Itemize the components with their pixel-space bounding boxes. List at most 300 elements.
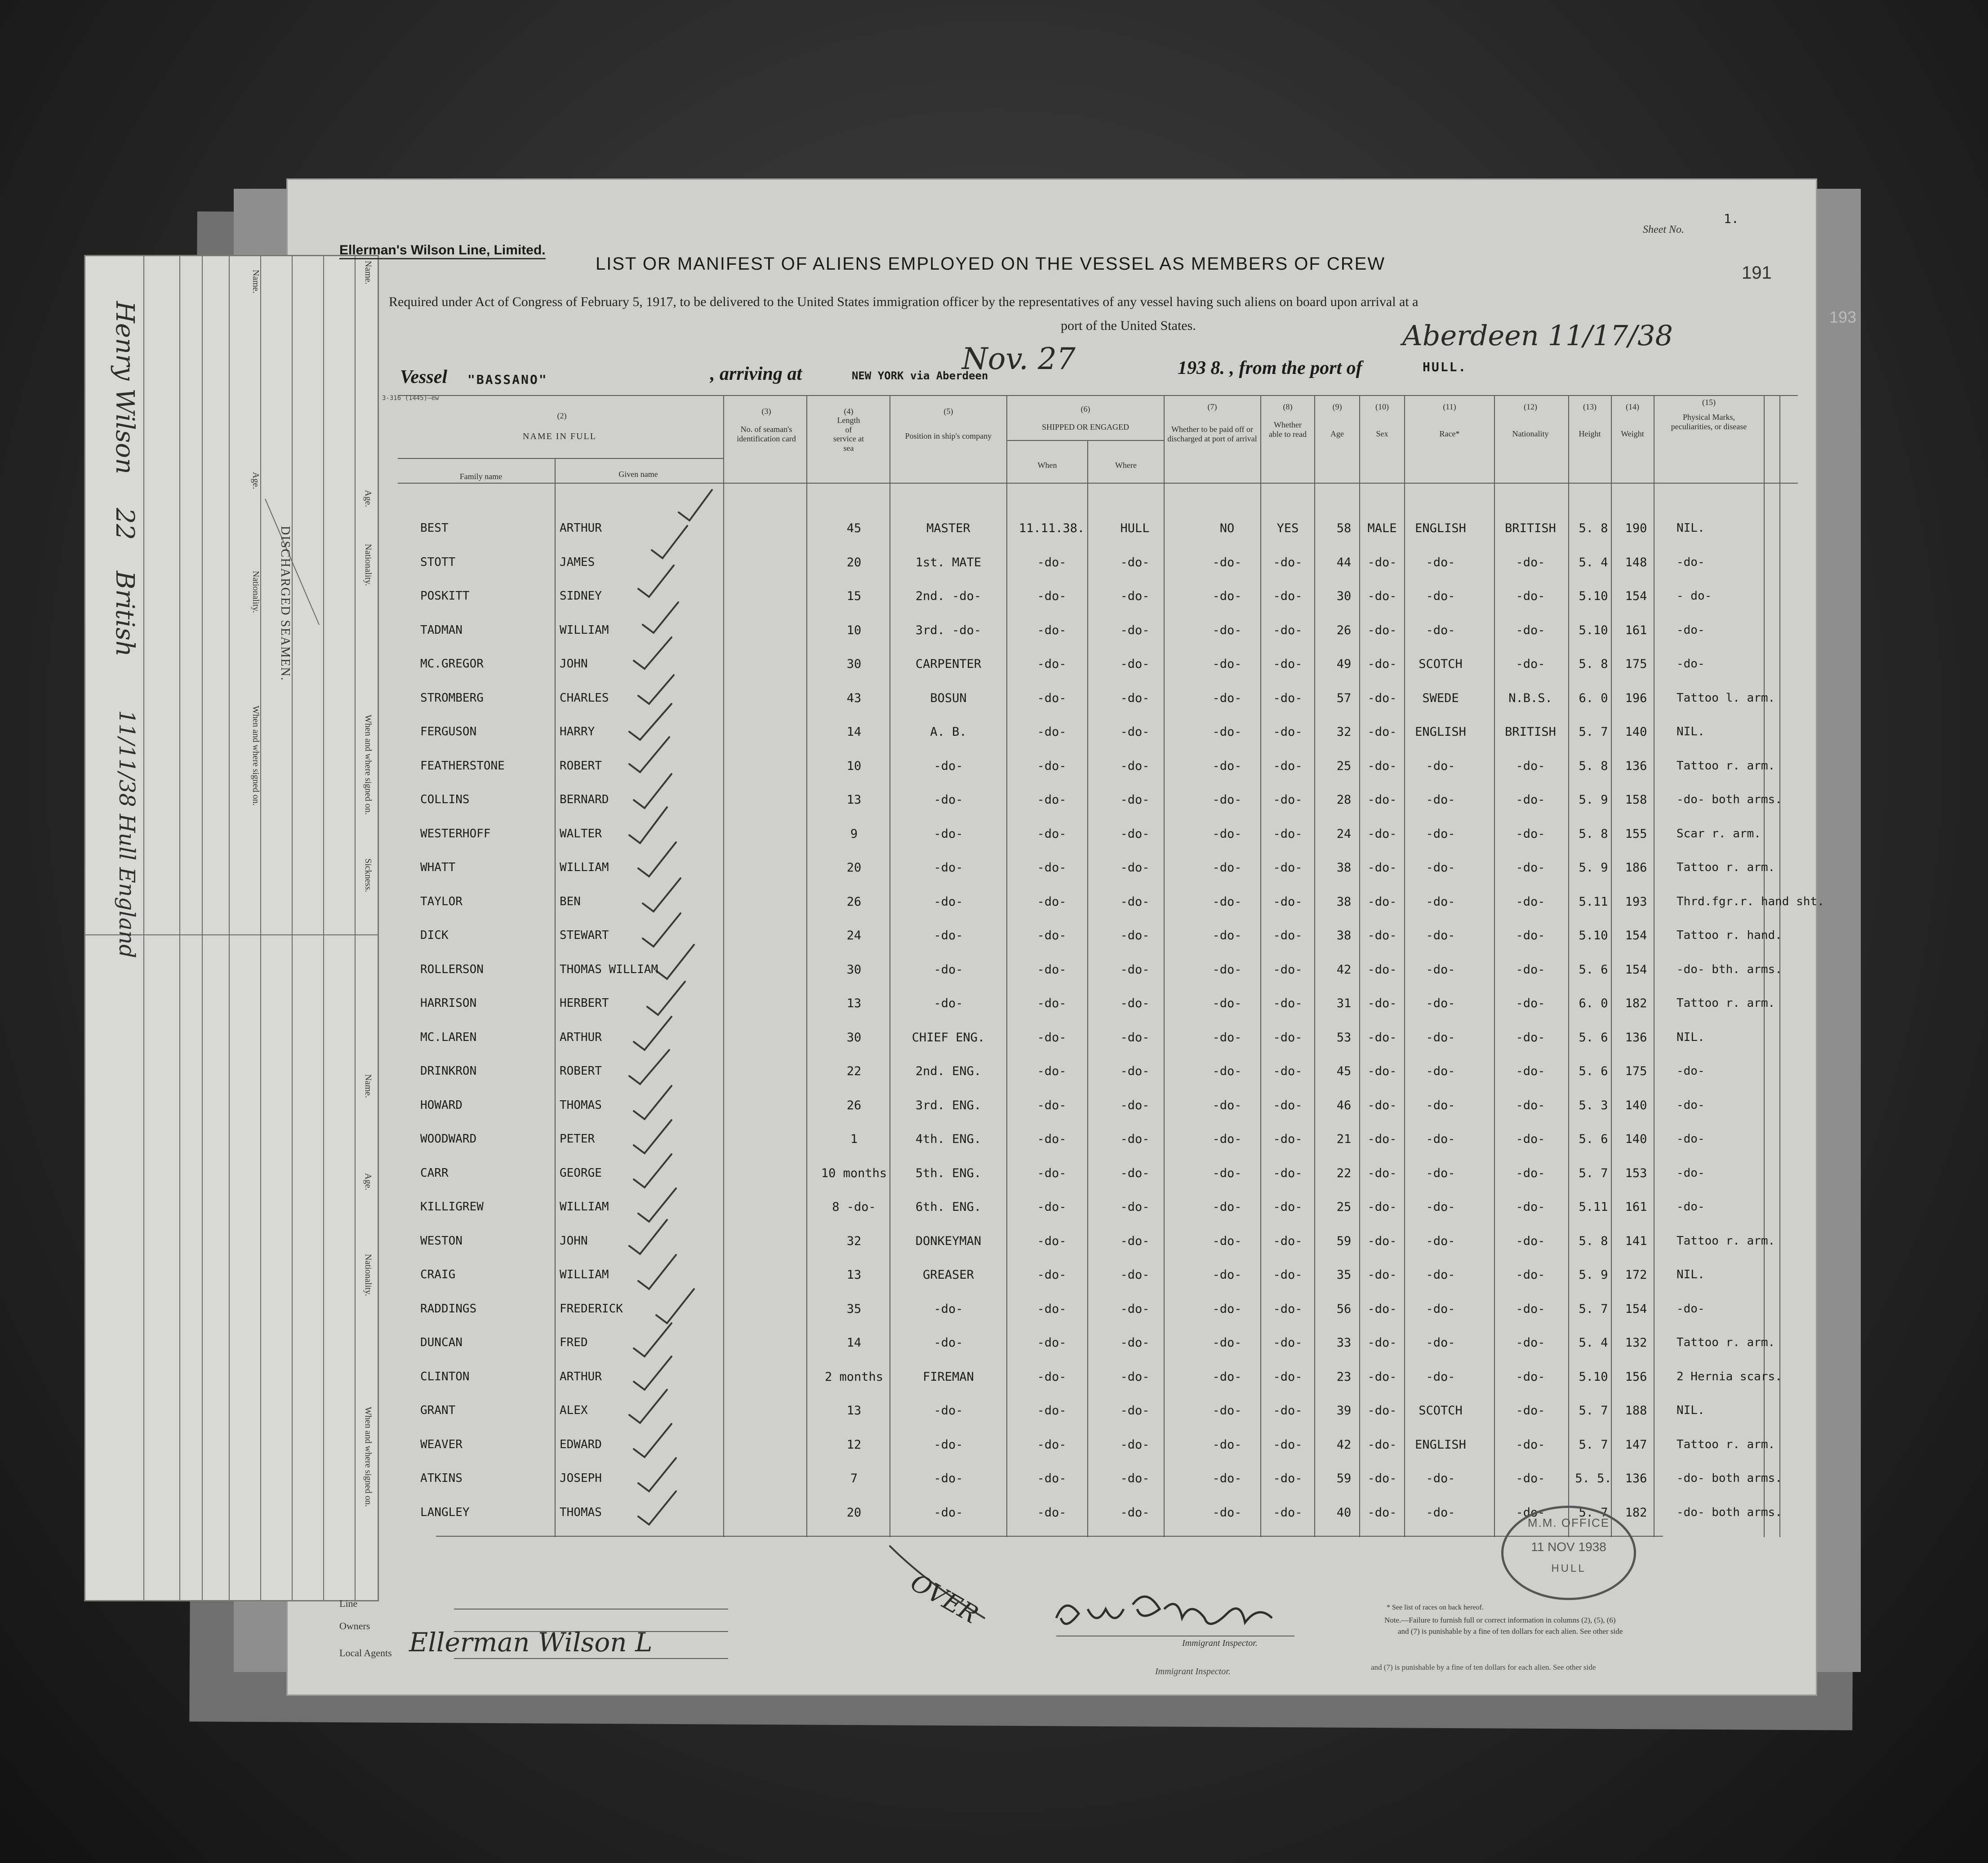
age-cell: 58 [1336, 521, 1352, 535]
strip-label-sickness: Sickness. [363, 858, 373, 892]
position-cell: 5th. ENG. [915, 1166, 982, 1180]
sex-cell: -do- [1367, 1370, 1397, 1384]
position-cell: -do- [934, 1472, 963, 1485]
height-cell: 5. 6 [1579, 1064, 1608, 1078]
height-cell: 5. 4 [1579, 1336, 1608, 1350]
weight-cell: 136 [1625, 759, 1647, 773]
shipped-when-cell: -do- [1037, 725, 1067, 739]
shipped-where-cell: -do- [1120, 1234, 1150, 1248]
nationality-cell: -do- [1516, 1302, 1545, 1316]
race-cell: -do- [1426, 1370, 1455, 1384]
shipped-where-cell: -do- [1120, 1166, 1150, 1180]
service-cell: 9 [850, 827, 858, 841]
weight-cell: 175 [1625, 1064, 1647, 1078]
paid-off-cell: -do- [1212, 963, 1242, 977]
col-15-label: Physical Marks, peculiarities, or disease [1671, 413, 1747, 431]
col-4-label: Length of service at sea [833, 416, 864, 453]
paid-off-cell: -do- [1212, 725, 1242, 739]
paid-off-cell: -do- [1212, 1166, 1242, 1180]
family-name-cell: STROMBERG [420, 691, 484, 705]
given-name-cell: ARTHUR [560, 521, 602, 535]
service-cell: 13 [846, 793, 862, 807]
physical-marks-cell: NIL. [1677, 725, 1705, 738]
weight-cell: 132 [1625, 1336, 1647, 1350]
physical-marks-cell: Tattoo r. arm. [1677, 1438, 1775, 1451]
service-cell: 43 [846, 691, 862, 705]
strip-label-name: Name. [363, 1074, 373, 1098]
shipped-when-cell: -do- [1037, 589, 1067, 603]
height-cell: 5. 7 [1579, 1166, 1608, 1180]
col-6-where: Where [1115, 461, 1137, 470]
page-number: 191 [1742, 263, 1772, 283]
nationality-cell: -do- [1516, 623, 1545, 637]
family-name-cell: CARR [420, 1166, 449, 1180]
position-cell: 2nd. ENG. [915, 1064, 982, 1078]
nationality-cell: -do- [1516, 1438, 1545, 1452]
nationality-cell: -do- [1516, 1404, 1545, 1418]
nationality-cell: -do- [1516, 861, 1545, 875]
weight-cell: 147 [1625, 1438, 1647, 1452]
weight-cell: 186 [1625, 861, 1647, 875]
service-cell: 26 [846, 895, 862, 909]
col-3-number: (3) [761, 407, 771, 416]
strip-label-name: Name. [363, 261, 373, 285]
col-9-number: (9) [1332, 402, 1342, 411]
family-name-cell: CRAIG [420, 1268, 456, 1281]
given-name-cell: JOHN [560, 1234, 588, 1248]
age-cell: 45 [1336, 1064, 1352, 1078]
paid-off-cell: -do- [1212, 793, 1242, 807]
sex-cell: -do- [1367, 589, 1397, 603]
able-to-read-cell: -do- [1273, 1302, 1303, 1316]
family-name-cell: WOODWARD [420, 1132, 477, 1146]
weight-cell: 154 [1625, 1302, 1647, 1316]
position-cell: -do- [934, 996, 963, 1010]
height-cell: 5. 8 [1579, 827, 1608, 841]
stamp-date: 11 NOV 1938 [1531, 1540, 1606, 1554]
age-cell: 23 [1336, 1370, 1352, 1384]
inspector-label: Immigrant Inspector. [1182, 1638, 1258, 1648]
able-to-read-cell: -do- [1273, 556, 1303, 569]
manifest-subtitle-line1: Required under Act of Congress of February 5, 1917, to be delivered to the United States immigration officer by the representatives of any vessel having such aliens on board upon arrival at a [389, 294, 1419, 309]
col-12-number: (12) [1524, 402, 1537, 411]
able-to-read-cell: -do- [1273, 895, 1303, 909]
shipped-when-cell: -do- [1037, 1031, 1067, 1045]
strip-hand-age: 22 [110, 508, 139, 540]
race-cell: -do- [1426, 1200, 1455, 1214]
paid-off-cell: -do- [1212, 929, 1242, 943]
shipped-where-cell: -do- [1120, 556, 1150, 569]
shipped-when-cell: -do- [1037, 1404, 1067, 1418]
race-cell: -do- [1426, 556, 1455, 569]
shipped-where-cell: -do- [1120, 895, 1150, 909]
given-name-cell: EDWARD [560, 1438, 602, 1451]
sex-cell: -do- [1367, 759, 1397, 773]
position-cell: -do- [934, 793, 963, 807]
paid-off-cell: -do- [1212, 1200, 1242, 1214]
position-cell: 1st. MATE [915, 556, 982, 569]
physical-marks-cell: - do- [1677, 589, 1712, 603]
stamp-top: M.M. OFFICE [1527, 1516, 1610, 1530]
paid-off-cell: -do- [1212, 996, 1242, 1010]
physical-marks-cell: -do- [1677, 556, 1705, 569]
race-cell: -do- [1426, 861, 1455, 875]
family-name-cell: FEATHERSTONE [420, 759, 505, 773]
service-cell: 30 [846, 657, 862, 671]
stamp-bottom: HULL [1551, 1562, 1586, 1574]
able-to-read-cell: -do- [1273, 759, 1303, 773]
given-name-cell: SIDNEY [560, 589, 602, 603]
footer-line-label: Line [339, 1598, 358, 1609]
able-to-read-cell: -do- [1273, 589, 1303, 603]
position-cell: -do- [934, 929, 963, 943]
weight-cell: 140 [1625, 1098, 1647, 1112]
strip-label-when-where: When and where signed on. [363, 1407, 373, 1507]
paid-off-cell: -do- [1212, 1404, 1242, 1418]
age-cell: 24 [1336, 827, 1352, 841]
family-name-cell: TADMAN [420, 623, 463, 637]
position-cell: -do- [934, 1506, 963, 1520]
age-cell: 38 [1336, 861, 1352, 875]
race-cell: -do- [1426, 996, 1455, 1010]
paid-off-cell: -do- [1212, 1438, 1242, 1452]
shipped-where-cell: -do- [1120, 1268, 1150, 1282]
given-name-cell: WILLIAM [560, 1200, 609, 1214]
position-cell: 3rd. ENG. [915, 1098, 982, 1112]
nationality-cell: -do- [1516, 793, 1545, 807]
able-to-read-cell: -do- [1273, 1200, 1303, 1214]
service-cell: 22 [846, 1064, 862, 1078]
paid-off-cell: -do- [1212, 1064, 1242, 1078]
nationality-cell: -do- [1516, 1506, 1545, 1520]
weight-cell: 182 [1625, 1506, 1647, 1520]
race-cell: -do- [1426, 963, 1455, 977]
age-cell: 53 [1336, 1031, 1352, 1045]
shipped-where-cell: -do- [1120, 1302, 1150, 1316]
inspector-signature [1052, 1591, 1303, 1632]
family-name-cell: WEAVER [420, 1438, 463, 1451]
physical-marks-cell: Tattoo r. arm. [1677, 1336, 1775, 1349]
paid-off-cell: -do- [1212, 1336, 1242, 1350]
service-cell: 10 [846, 759, 862, 773]
race-cell: ENGLISH [1415, 1438, 1466, 1452]
age-cell: 39 [1336, 1404, 1352, 1418]
able-to-read-cell: -do- [1273, 1506, 1303, 1520]
paid-off-cell: -do- [1212, 1302, 1242, 1316]
family-name-cell: WHATT [420, 861, 456, 874]
nationality-cell: -do- [1516, 1234, 1545, 1248]
strip-label-nationality: Nationality. [363, 1254, 373, 1296]
position-cell: 4th. ENG. [915, 1132, 982, 1146]
col-13-label: Height [1579, 429, 1601, 438]
given-name-cell: HERBERT [560, 996, 609, 1010]
shipped-where-cell: -do- [1120, 861, 1150, 875]
able-to-read-cell: -do- [1273, 929, 1303, 943]
given-name-cell: JAMES [560, 556, 595, 569]
shipped-where-cell: -do- [1120, 1438, 1150, 1452]
shipped-where-cell: -do- [1120, 657, 1150, 671]
family-name-cell: POSKITT [420, 589, 470, 603]
race-cell: SCOTCH [1419, 657, 1463, 671]
service-cell: 20 [846, 556, 862, 569]
paid-off-cell: -do- [1212, 1132, 1242, 1146]
sex-cell: -do- [1367, 1506, 1397, 1520]
family-name-cell: FERGUSON [420, 725, 477, 738]
sex-cell: -do- [1367, 1438, 1397, 1452]
local-agents-handwritten: Ellerman Wilson L [409, 1627, 653, 1658]
shipped-when-cell: -do- [1037, 657, 1067, 671]
sex-cell: -do- [1367, 556, 1397, 569]
shipped-where-cell: -do- [1120, 996, 1150, 1010]
paid-off-cell: -do- [1212, 657, 1242, 671]
sex-cell: -do- [1367, 1472, 1397, 1485]
strip-hand-when-where: 11/11/38 Hull England [114, 710, 139, 958]
physical-marks-cell: Tattoo r. arm. [1677, 861, 1775, 874]
col-6-label: SHIPPED OR ENGAGED [1041, 422, 1129, 431]
paid-off-cell: -do- [1212, 623, 1242, 637]
weight-cell: 161 [1625, 1200, 1647, 1214]
nationality-cell: -do- [1516, 929, 1545, 943]
height-cell: 5.10 [1579, 589, 1608, 603]
weight-cell: 193 [1625, 895, 1647, 909]
age-cell: 38 [1336, 895, 1352, 909]
sex-cell: MALE [1367, 521, 1397, 535]
service-cell: 2 months [824, 1370, 884, 1384]
nationality-cell: -do- [1516, 963, 1545, 977]
shipped-where-cell: -do- [1120, 1031, 1150, 1045]
given-name-cell: WILLIAM [560, 1268, 609, 1281]
discharged-seamen-strip [85, 256, 378, 1600]
height-cell: 5. 7 [1579, 725, 1608, 739]
nationality-cell: -do- [1516, 1268, 1545, 1282]
able-to-read-cell: -do- [1273, 1472, 1303, 1485]
family-name-cell: STOTT [420, 556, 456, 569]
sex-cell: -do- [1367, 1132, 1397, 1146]
given-name-cell: FREDERICK [560, 1302, 623, 1316]
sex-cell: -do- [1367, 1200, 1397, 1214]
strip-label-when-where: When and where signed on. [251, 706, 261, 806]
weight-cell: 153 [1625, 1166, 1647, 1180]
service-cell: 26 [846, 1098, 862, 1112]
col-10-number: (10) [1375, 402, 1389, 411]
col-8-number: (8) [1283, 402, 1293, 411]
shipped-where-cell: -do- [1120, 1472, 1150, 1485]
paid-off-cell: -do- [1212, 827, 1242, 841]
service-cell: 14 [846, 1336, 862, 1350]
age-cell: 46 [1336, 1098, 1352, 1112]
col-name-in-full: NAME IN FULL [523, 431, 596, 441]
position-cell: 3rd. -do- [915, 623, 982, 637]
shipped-where-cell: -do- [1120, 929, 1150, 943]
col-11-label: Race* [1439, 429, 1460, 438]
age-cell: 42 [1336, 1438, 1352, 1452]
able-to-read-cell: -do- [1273, 1370, 1303, 1384]
age-cell: 42 [1336, 963, 1352, 977]
shipped-where-cell: -do- [1120, 1064, 1150, 1078]
race-cell: -do- [1426, 589, 1455, 603]
shipped-when-cell: -do- [1037, 1472, 1067, 1485]
race-cell: SCOTCH [1419, 1404, 1463, 1418]
vessel-name: "BASSANO" [467, 372, 548, 387]
given-name-cell: ROBERT [560, 1064, 602, 1078]
position-cell: GREASER [923, 1268, 974, 1282]
shipped-when-cell: -do- [1037, 895, 1067, 909]
nationality-cell: -do- [1516, 996, 1545, 1010]
paid-off-cell: -do- [1212, 691, 1242, 705]
physical-marks-cell: NIL. [1677, 1031, 1705, 1044]
position-cell: -do- [934, 1404, 963, 1418]
shipped-where-cell: -do- [1120, 793, 1150, 807]
shipped-where-cell: -do- [1120, 1132, 1150, 1146]
sex-cell: -do- [1367, 861, 1397, 875]
manifest-title: LIST OR MANIFEST OF ALIENS EMPLOYED ON THE VESSEL AS MEMBERS OF CREW [596, 254, 1386, 274]
shipped-where-cell: -do- [1120, 725, 1150, 739]
nationality-cell: -do- [1516, 589, 1545, 603]
col-10-label: Sex [1376, 429, 1388, 438]
sex-cell: -do- [1367, 657, 1397, 671]
arrival-port: NEW YORK via Aberdeen [852, 369, 988, 382]
sex-cell: -do- [1367, 827, 1397, 841]
race-cell: -do- [1426, 1132, 1455, 1146]
race-cell: -do- [1426, 1268, 1455, 1282]
family-name-cell: HOWARD [420, 1098, 463, 1112]
able-to-read-cell: -do- [1273, 996, 1303, 1010]
position-cell: -do- [934, 861, 963, 875]
col-11-number: (11) [1443, 402, 1456, 411]
physical-marks-cell: Tattoo l. arm. [1677, 691, 1775, 705]
physical-marks-cell: -do- both arms. [1677, 1506, 1782, 1519]
race-cell: -do- [1426, 623, 1455, 637]
physical-marks-cell: -do- [1677, 1064, 1705, 1078]
over-handwritten: OVER [906, 1568, 983, 1629]
nationality-cell: -do- [1516, 1370, 1545, 1384]
sex-cell: -do- [1367, 996, 1397, 1010]
footer-owners-label: Owners [339, 1620, 370, 1632]
strip-label-age: Age. [251, 472, 261, 489]
race-cell: -do- [1426, 1506, 1455, 1520]
able-to-read-cell: -do- [1273, 1404, 1303, 1418]
page-number-behind: 193 [1829, 308, 1857, 326]
age-cell: 31 [1336, 996, 1352, 1010]
physical-marks-cell: -do- [1677, 1166, 1705, 1180]
race-cell: -do- [1426, 1472, 1455, 1485]
physical-marks-cell: -do- [1677, 1302, 1705, 1316]
sex-cell: -do- [1367, 1166, 1397, 1180]
weight-cell: 148 [1625, 556, 1647, 569]
able-to-read-cell: -do- [1273, 1336, 1303, 1350]
strip-hand-name: Henry Wilson [110, 301, 139, 475]
sex-cell: -do- [1367, 1268, 1397, 1282]
able-to-read-cell: -do- [1273, 1268, 1303, 1282]
sex-cell: -do- [1367, 929, 1397, 943]
race-note: * See list of races on back hereof. [1387, 1604, 1484, 1611]
shipped-when-cell: -do- [1037, 556, 1067, 569]
paid-off-cell: -do- [1212, 1098, 1242, 1112]
nationality-cell: BRITISH [1505, 521, 1556, 535]
shipped-where-cell: -do- [1120, 589, 1150, 603]
inspector-label-behind: Immigrant Inspector. [1155, 1667, 1231, 1676]
col-family-name: Family name [459, 472, 503, 481]
sex-cell: -do- [1367, 895, 1397, 909]
form-code: 3-316 (1445)—ew [382, 395, 439, 402]
family-name-cell: HARRISON [420, 996, 477, 1010]
age-cell: 59 [1336, 1472, 1352, 1485]
shipped-where-cell: HULL [1120, 521, 1150, 535]
given-name-cell: ARTHUR [560, 1370, 602, 1383]
shipped-where-cell: -do- [1120, 1370, 1150, 1384]
footer-local-agents-label: Local Agents [339, 1647, 392, 1658]
height-cell: 5. 6 [1579, 963, 1608, 977]
race-cell: -do- [1426, 1302, 1455, 1316]
age-cell: 38 [1336, 929, 1352, 943]
physical-marks-cell: Tattoo r. arm. [1677, 996, 1775, 1010]
col-13-number: (13) [1583, 402, 1597, 411]
height-cell: 5. 8 [1579, 1234, 1608, 1248]
paid-off-cell: -do- [1212, 1234, 1242, 1248]
service-cell: 20 [846, 1506, 862, 1520]
fine-note-behind: and (7) is punishable by a fine of ten dollars for each alien. See other side [1371, 1663, 1596, 1672]
given-name-cell: THOMAS [560, 1098, 602, 1112]
position-cell: 6th. ENG. [915, 1200, 982, 1214]
family-name-cell: ROLLERSON [420, 963, 484, 976]
given-name-cell: WALTER [560, 827, 602, 840]
shipped-when-cell: -do- [1037, 1234, 1067, 1248]
paid-off-cell: -do- [1212, 861, 1242, 875]
service-cell: 30 [846, 963, 862, 977]
able-to-read-cell: -do- [1273, 691, 1303, 705]
nationality-cell: N.B.S. [1508, 691, 1552, 705]
shipped-when-cell: 11.11.38. [1018, 521, 1085, 535]
given-name-cell: JOHN [560, 657, 588, 671]
able-to-read-cell: -do- [1273, 793, 1303, 807]
weight-cell: 182 [1625, 996, 1647, 1010]
able-to-read-cell: -do- [1273, 1166, 1303, 1180]
service-cell: 10 months [821, 1166, 887, 1180]
shipped-when-cell: -do- [1037, 1064, 1067, 1078]
sex-cell: -do- [1367, 1098, 1397, 1112]
sex-cell: -do- [1367, 1336, 1397, 1350]
height-cell: 5. 3 [1579, 1098, 1608, 1112]
shipped-when-cell: -do- [1037, 1302, 1067, 1316]
departure-port-handwritten: Aberdeen 11/17/38 [1402, 319, 1673, 352]
shipped-where-cell: -do- [1120, 1098, 1150, 1112]
paid-off-cell: -do- [1212, 1031, 1242, 1045]
position-cell: A. B. [930, 725, 967, 739]
family-name-cell: BEST [420, 521, 449, 535]
col-6-number: (6) [1081, 405, 1090, 414]
service-cell: 14 [846, 725, 862, 739]
col-14-number: (14) [1626, 402, 1639, 411]
weight-cell: 161 [1625, 623, 1647, 637]
col-7-label: Whether to be paid off or discharged at port of arrival [1167, 425, 1257, 443]
age-cell: 33 [1336, 1336, 1352, 1350]
service-cell: 8 -do- [832, 1200, 876, 1214]
service-cell: 30 [846, 1031, 862, 1045]
race-cell: -do- [1426, 1098, 1455, 1112]
strip-title: DISCHARGED SEAMEN. [278, 526, 292, 681]
nationality-cell: -do- [1516, 1166, 1545, 1180]
shipped-when-cell: -do- [1037, 793, 1067, 807]
shipped-where-cell: -do- [1120, 827, 1150, 841]
age-cell: 22 [1336, 1166, 1352, 1180]
col-15-number: (15) [1702, 398, 1716, 407]
family-name-cell: LANGLEY [420, 1506, 470, 1519]
position-cell: -do- [934, 759, 963, 773]
physical-marks-cell: NIL. [1677, 521, 1705, 535]
height-cell: 5. 7 [1579, 1302, 1608, 1316]
able-to-read-cell: -do- [1273, 623, 1303, 637]
race-cell: -do- [1426, 1064, 1455, 1078]
